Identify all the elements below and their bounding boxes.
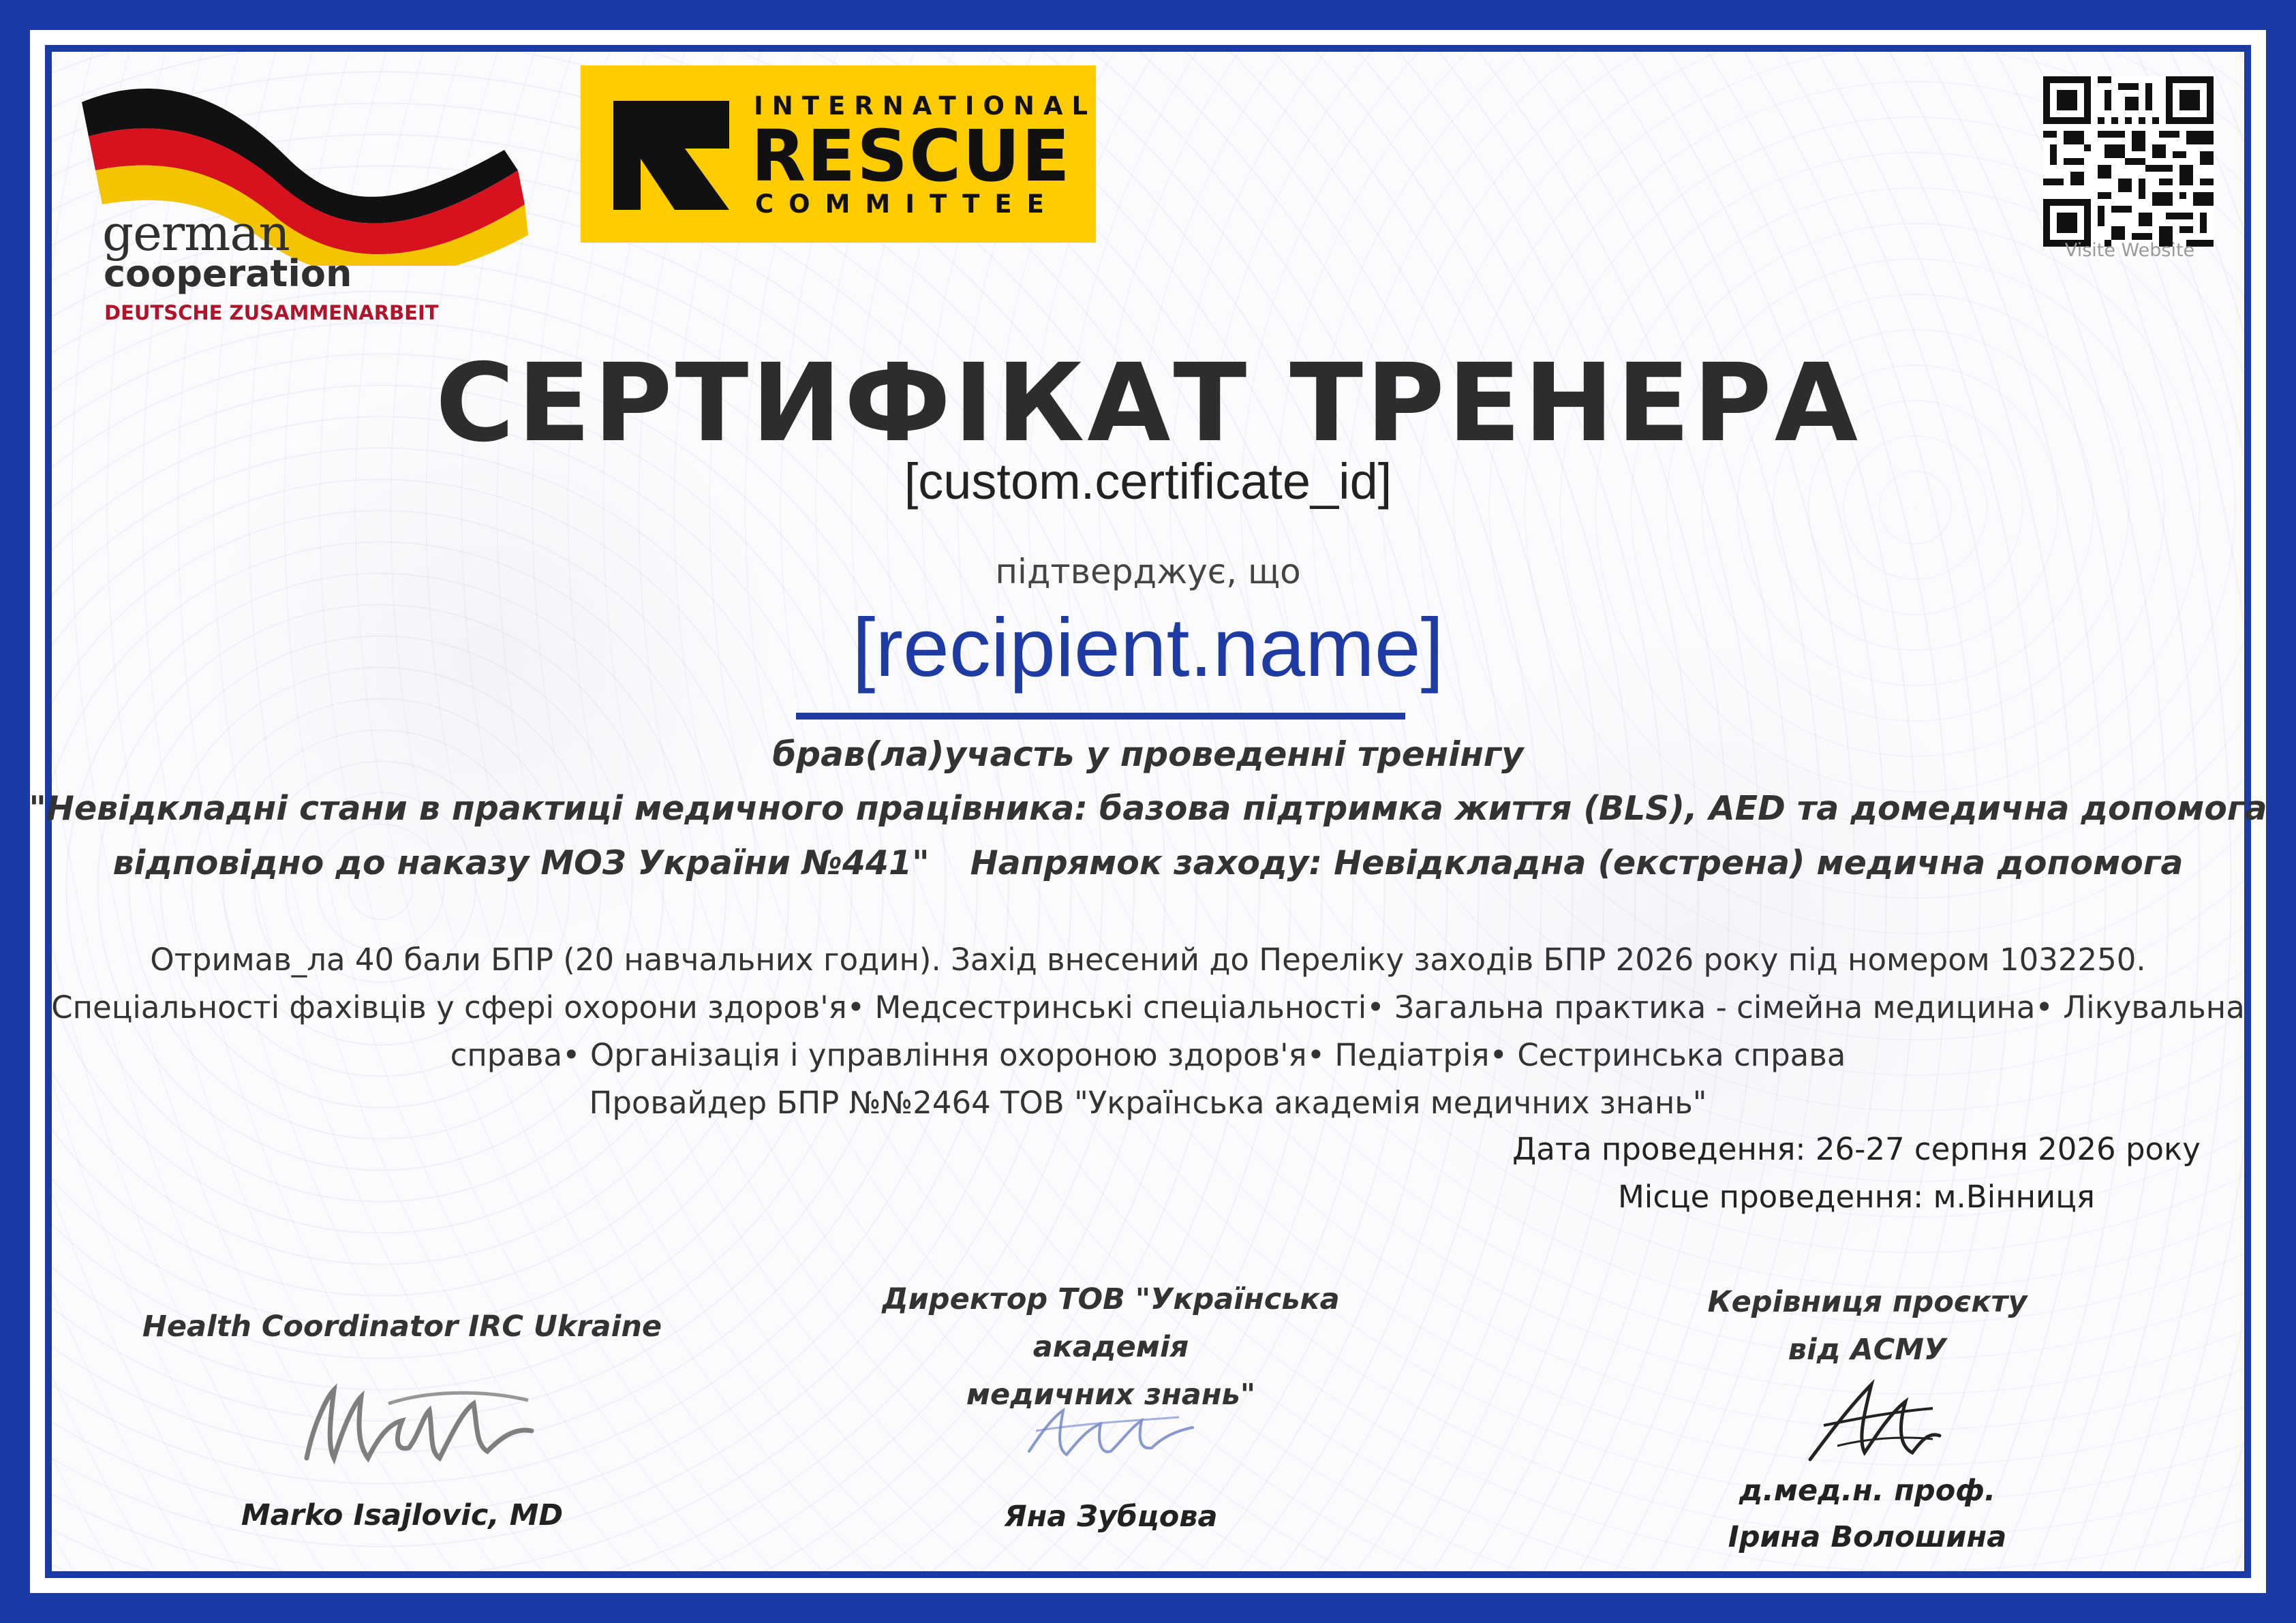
signature-name-project-lead-line2: Ірина Волошина bbox=[1728, 1520, 2007, 1554]
german-cooperation-logo-line3: DEUTSCHE ZUSAMMENARBEIT bbox=[104, 301, 439, 324]
german-cooperation-logo-line2: cooperation bbox=[104, 252, 352, 295]
certificate-id: [custom.certificate_id] bbox=[904, 453, 1392, 510]
points-info: Отримав_ла 40 бали БПР (20 навчальних годин). Захід внесений до Переліку заходів БПР 2026 року під номером 1032250. bbox=[150, 942, 2146, 978]
event-place: Місце проведення: м.Вінниця bbox=[1617, 1179, 2095, 1215]
course-title-line2 bbox=[0, 844, 2296, 882]
specialties-line2: справа• Організація і управління охороною здоров'я• Педіатрія• Сестринська справа bbox=[450, 1037, 1846, 1073]
signature-role-project-lead-line2: від АСМУ bbox=[1788, 1333, 1947, 1367]
certificate-title: СЕРТИФІКАТ ТРЕНЕРА bbox=[435, 341, 1861, 466]
irc-logo-line2: RESCUE bbox=[751, 114, 1071, 198]
handwritten-signature-3 bbox=[1796, 1371, 1946, 1473]
signature-role-project-lead-line1: Керівниця проєкту bbox=[1707, 1285, 2027, 1319]
signature-name-irc: Marko Isajlovic, MD bbox=[241, 1498, 564, 1532]
signature-role-project-lead bbox=[1595, 1278, 2140, 1374]
handwritten-signature-2 bbox=[1015, 1390, 1199, 1472]
event-date: Дата проведення: 26-27 серпня 2026 року bbox=[1512, 1131, 2201, 1167]
qr-caption[interactable]: Visite Website bbox=[2064, 240, 2195, 261]
signature-name-director: Яна Зубцова bbox=[1004, 1500, 1218, 1534]
course-direction: Напрямок заходу: Невідкладна (екстрена) медична допомога bbox=[970, 844, 2184, 882]
irc-r-mark-icon bbox=[613, 101, 729, 210]
course-title-line2a: відповідно до наказу МОЗ України №441" bbox=[112, 844, 930, 882]
recipient-underline bbox=[796, 713, 1405, 720]
irc-logo-line1: INTERNATIONAL bbox=[754, 91, 1097, 121]
signature-name-project-lead bbox=[1595, 1468, 2140, 1560]
irc-logo-line3: COMMITTEE bbox=[755, 189, 1059, 219]
confirms-text: підтверджує, що bbox=[995, 552, 1301, 591]
irc-logo bbox=[581, 65, 1096, 243]
participation-text: брав(ла)участь у проведенні тренінгу bbox=[772, 735, 1524, 774]
qr-code-icon[interactable] bbox=[2043, 76, 2214, 247]
provider-info: Провайдер БПР №№2464 ТОВ "Українська академія медичних знань" bbox=[589, 1085, 1707, 1121]
signature-role-director-line2: медичних знань" bbox=[966, 1378, 1256, 1412]
signature-role-irc: Health Coordinator IRC Ukraine bbox=[142, 1310, 662, 1344]
handwritten-signature-1 bbox=[293, 1363, 538, 1479]
signature-role-director-line1: Директор ТОВ "Українська академія bbox=[882, 1282, 1340, 1364]
german-cooperation-logo-line1: german bbox=[102, 204, 290, 262]
recipient-name: [recipient.name] bbox=[852, 601, 1444, 694]
specialties-line1: Спеціальності фахівців у сфері охорони здоров'я• Медсестринські спеціальності• Загальна практика - сімейна медицина• Лікувальна bbox=[51, 989, 2245, 1025]
course-title-line1: "Невідкладні стани в практиці медичного працівника: базова підтримка життя (BLS), AED та домедична допомога bbox=[29, 789, 2267, 828]
signature-name-project-lead-line1: д.мед.н. проф. bbox=[1739, 1474, 1996, 1508]
